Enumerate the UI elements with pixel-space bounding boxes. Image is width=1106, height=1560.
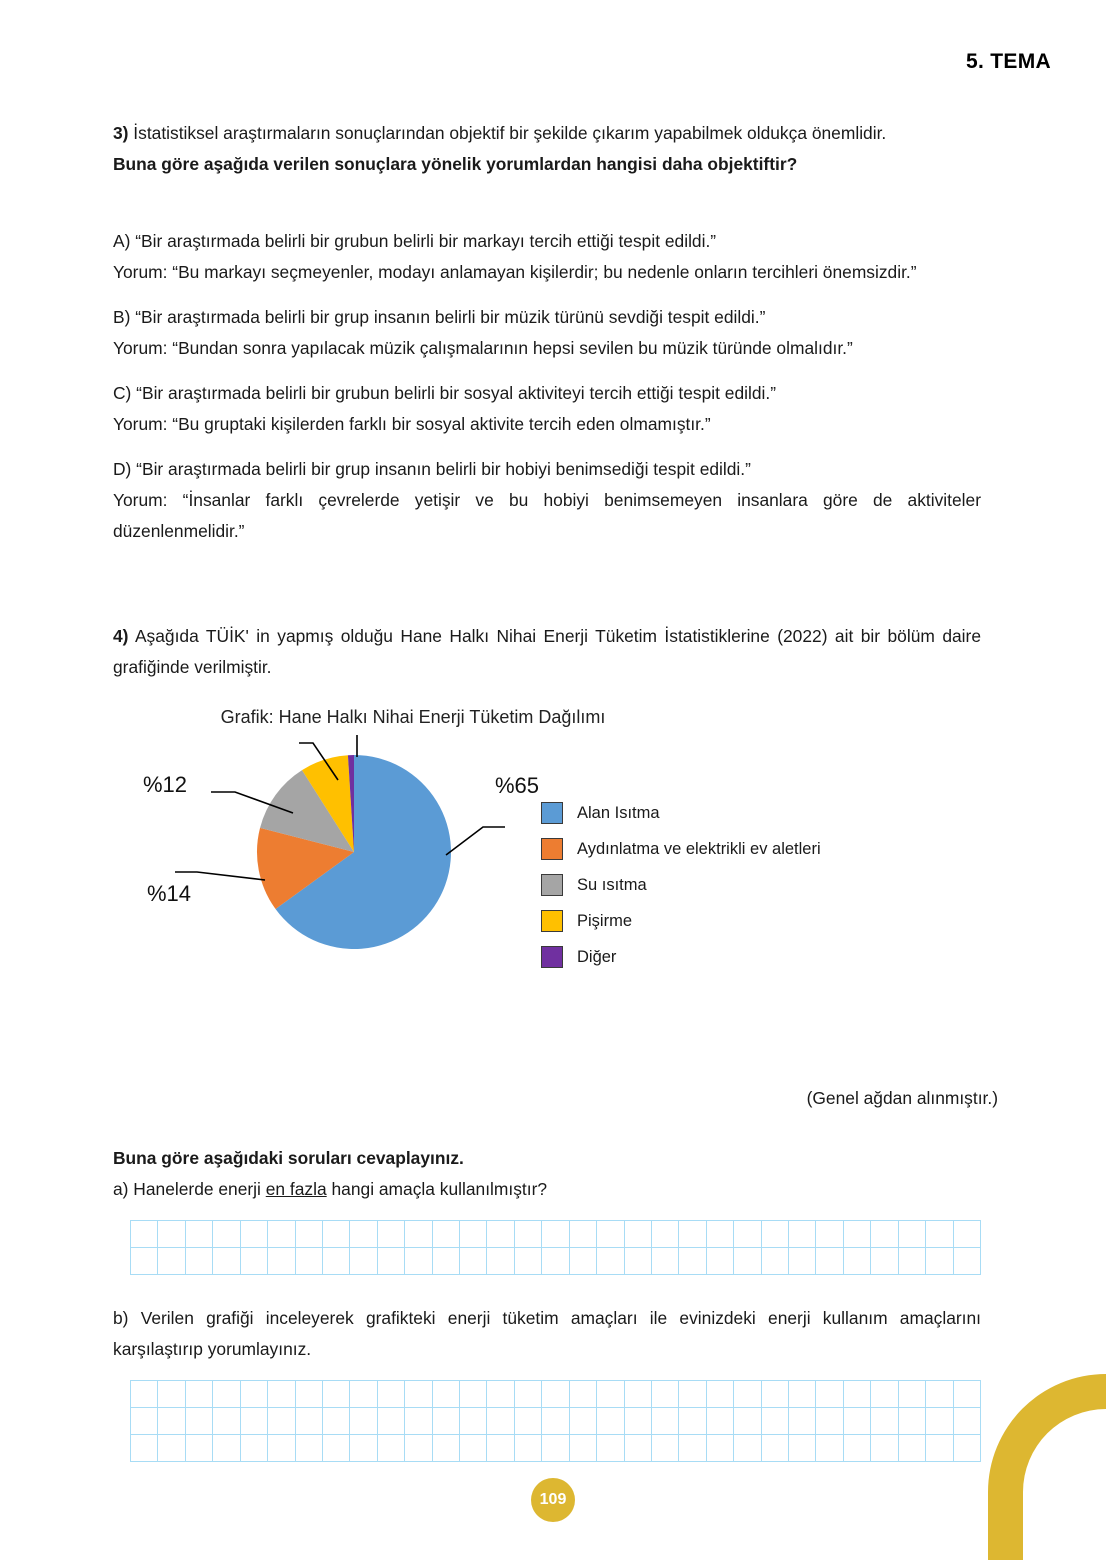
grid-cell[interactable] (350, 1381, 377, 1408)
lower-questions (113, 1143, 981, 1462)
pie-slices (257, 755, 451, 949)
grid-cell[interactable] (707, 1435, 734, 1462)
grid-cell[interactable] (625, 1435, 652, 1462)
legend-label: Aydınlatma ve elektrikli ev aletleri (577, 839, 821, 858)
option-c (113, 378, 981, 440)
option-b (113, 302, 981, 364)
grid-cell[interactable] (871, 1248, 898, 1275)
grid-cell[interactable] (789, 1248, 816, 1275)
grid-cell[interactable] (515, 1381, 542, 1408)
grid-cell[interactable] (186, 1381, 213, 1408)
grid-cell[interactable] (570, 1221, 597, 1248)
grid-cell[interactable] (816, 1221, 843, 1248)
grid-cell[interactable] (844, 1408, 871, 1435)
grid-cell[interactable] (926, 1435, 953, 1462)
pie-value-label: %14 (147, 881, 192, 906)
grid-cell[interactable] (816, 1435, 843, 1462)
grid-cell[interactable] (570, 1248, 597, 1275)
grid-cell[interactable] (871, 1221, 898, 1248)
grid-cell[interactable] (926, 1248, 953, 1275)
option-a (113, 226, 981, 288)
legend-swatch-icon (541, 802, 563, 824)
grid-cell[interactable] (597, 1221, 624, 1248)
grid-cell[interactable] (762, 1381, 789, 1408)
grid-cell[interactable] (378, 1408, 405, 1435)
grid-cell[interactable] (707, 1221, 734, 1248)
arc-icon (960, 1328, 1106, 1560)
sub-a-post: hangi amaçla kullanılmıştır? (326, 1179, 548, 1199)
question4-sub-a (113, 1174, 981, 1205)
option-d-comment: Yorum: “İnsanlar farklı çevrelerde yetişir ve bu hobiyi benimsemeyen insanlara göre de aktiviteler düzenlenmelidir.” (113, 490, 981, 541)
grid-cell[interactable] (433, 1435, 460, 1462)
grid-cell[interactable] (186, 1408, 213, 1435)
grid-cell[interactable] (789, 1381, 816, 1408)
legend-swatch-icon (541, 910, 563, 932)
option-a-comment: Yorum: “Bu markayı seçmeyenler, modayı anlamayan kişilerdir; bu nedenle onların tercihleri önemsizdir.” (113, 262, 917, 282)
page-number-badge: 109 (531, 1478, 575, 1522)
legend-item-pisirme (541, 903, 821, 939)
grid-cell[interactable] (158, 1435, 185, 1462)
pie-value-label: %12 (143, 772, 188, 797)
grid-cell[interactable] (460, 1221, 487, 1248)
pie-leader-line (357, 735, 371, 757)
grid-cell[interactable] (652, 1221, 679, 1248)
grid-cell[interactable] (652, 1435, 679, 1462)
grid-cell[interactable] (241, 1408, 268, 1435)
grid-cell[interactable] (350, 1435, 377, 1462)
grid-cell[interactable] (679, 1248, 706, 1275)
main-content (113, 118, 981, 1037)
grid-cell[interactable] (433, 1221, 460, 1248)
legend-item-diger (541, 939, 821, 975)
grid-cell[interactable] (789, 1408, 816, 1435)
pie-leader-line (446, 827, 505, 855)
grid-cell[interactable] (268, 1435, 295, 1462)
grid-cell[interactable] (241, 1381, 268, 1408)
grid-cell[interactable] (762, 1408, 789, 1435)
sub-a-underlined: en fazla (265, 1179, 327, 1199)
grid-cell[interactable] (542, 1381, 569, 1408)
spacer (113, 1275, 981, 1303)
grid-cell[interactable] (296, 1381, 323, 1408)
legend-label: Diğer (577, 947, 617, 966)
grid-cell[interactable] (350, 1248, 377, 1275)
grid-cell[interactable] (213, 1381, 240, 1408)
grid-cell[interactable] (844, 1381, 871, 1408)
option-c-comment: Yorum: “Bu gruptaki kişilerden farklı bir sosyal aktivite tercih eden olmamıştır.” (113, 414, 711, 434)
grid-cell[interactable] (899, 1381, 926, 1408)
grid-cell[interactable] (296, 1221, 323, 1248)
option-d (113, 454, 981, 547)
question4-prompt: Buna göre aşağıdaki soruları cevaplayınız. (113, 1148, 464, 1168)
grid-cell[interactable] (762, 1221, 789, 1248)
legend-swatch-icon (541, 874, 563, 896)
grid-cell[interactable] (844, 1221, 871, 1248)
chart-legend (541, 795, 821, 975)
grid-cell[interactable] (625, 1408, 652, 1435)
grid-cell[interactable] (707, 1248, 734, 1275)
grid-cell[interactable] (405, 1221, 432, 1248)
decorative-arc (960, 1328, 1106, 1560)
grid-cell[interactable] (323, 1435, 350, 1462)
grid-cell[interactable] (570, 1408, 597, 1435)
grid-cell[interactable] (186, 1248, 213, 1275)
grid-cell[interactable] (734, 1381, 761, 1408)
sub-a-pre: a) Hanelerde enerji (113, 1179, 266, 1199)
grid-cell[interactable] (323, 1408, 350, 1435)
question3-number: 3) (113, 123, 129, 143)
grid-cell[interactable] (625, 1381, 652, 1408)
grid-cell[interactable] (487, 1221, 514, 1248)
grid-cell[interactable] (625, 1221, 652, 1248)
grid-cell[interactable] (460, 1248, 487, 1275)
grid-cell[interactable] (542, 1435, 569, 1462)
question4-sub-b: b) Verilen grafiği inceleyerek grafikteki enerji tüketim amaçları ile evinizdeki enerji kullanım amaçlarını karşılaştırıp yorumlayınız. (113, 1308, 981, 1359)
pie-chart-block (113, 707, 981, 1037)
grid-cell[interactable] (954, 1408, 981, 1435)
grid-cell[interactable] (734, 1408, 761, 1435)
grid-cell[interactable] (597, 1435, 624, 1462)
grid-cell[interactable] (268, 1408, 295, 1435)
option-c-statement: C) “Bir araştırmada belirli bir grubun belirli bir sosyal aktiviteyi tercih ettiği tespit edildi.” (113, 383, 777, 403)
grid-cell[interactable] (213, 1408, 240, 1435)
grid-cell[interactable] (570, 1381, 597, 1408)
grid-cell[interactable] (213, 1435, 240, 1462)
grid-cell[interactable] (515, 1248, 542, 1275)
grid-cell[interactable] (844, 1435, 871, 1462)
grid-cell[interactable] (460, 1381, 487, 1408)
grid-cell[interactable] (296, 1408, 323, 1435)
grid-cell[interactable] (487, 1381, 514, 1408)
grid-cell[interactable] (296, 1435, 323, 1462)
grid-cell[interactable] (679, 1408, 706, 1435)
legend-label: Pişirme (577, 911, 633, 930)
grid-cell[interactable] (762, 1435, 789, 1462)
grid-cell[interactable] (542, 1408, 569, 1435)
grid-cell[interactable] (816, 1248, 843, 1275)
question4-number: 4) (113, 626, 129, 646)
grid-cell[interactable] (679, 1381, 706, 1408)
pie-value-label: %65 (495, 773, 540, 798)
grid-cell[interactable] (323, 1248, 350, 1275)
grid-cell[interactable] (158, 1408, 185, 1435)
grid-cell[interactable] (241, 1435, 268, 1462)
legend-swatch-icon (541, 838, 563, 860)
grid-cell[interactable] (871, 1408, 898, 1435)
grid-cell[interactable] (597, 1381, 624, 1408)
grid-cell[interactable] (323, 1221, 350, 1248)
grid-cell[interactable] (734, 1221, 761, 1248)
grid-cell[interactable] (158, 1248, 185, 1275)
grid-cell[interactable] (433, 1381, 460, 1408)
grid-cell[interactable] (871, 1435, 898, 1462)
grid-cell[interactable] (954, 1248, 981, 1275)
grid-cell[interactable] (405, 1435, 432, 1462)
grid-cell[interactable] (899, 1221, 926, 1248)
grid-cell[interactable] (597, 1248, 624, 1275)
grid-cell[interactable] (734, 1248, 761, 1275)
chart-source-note: (Genel ağdan alınmıştır.) (806, 1088, 998, 1108)
grid-cell[interactable] (954, 1435, 981, 1462)
grid-cell[interactable] (213, 1221, 240, 1248)
grid-cell[interactable] (597, 1408, 624, 1435)
question3-stem-text: İstatistiksel araştırmaların sonuçlarından objektif bir şekilde çıkarım yapabilmek oldukça önemlidir. (128, 123, 887, 143)
grid-cell[interactable] (241, 1221, 268, 1248)
grid-cell[interactable] (241, 1248, 268, 1275)
answer-grid-a[interactable] (130, 1220, 981, 1275)
grid-cell[interactable] (734, 1435, 761, 1462)
grid-cell[interactable] (816, 1408, 843, 1435)
grid-cell[interactable] (296, 1248, 323, 1275)
grid-cell[interactable] (487, 1408, 514, 1435)
grid-cell[interactable] (954, 1221, 981, 1248)
legend-item-aydinlatma (541, 831, 821, 867)
legend-swatch-icon (541, 946, 563, 968)
grid-cell[interactable] (844, 1248, 871, 1275)
grid-cell[interactable] (707, 1408, 734, 1435)
spacer (113, 593, 981, 621)
grid-cell[interactable] (762, 1248, 789, 1275)
grid-cell[interactable] (679, 1435, 706, 1462)
grid-cell[interactable] (158, 1381, 185, 1408)
grid-cell[interactable] (378, 1248, 405, 1275)
grid-cell[interactable] (378, 1381, 405, 1408)
grid-cell[interactable] (186, 1435, 213, 1462)
grid-cell[interactable] (268, 1248, 295, 1275)
grid-cell[interactable] (652, 1381, 679, 1408)
question3-prompt: Buna göre aşağıda verilen sonuçlara yönelik yorumlardan hangisi daha objektiftir? (113, 154, 798, 174)
legend-item-alan-isitma (541, 795, 821, 831)
grid-cell[interactable] (570, 1435, 597, 1462)
grid-cell[interactable] (323, 1381, 350, 1408)
grid-cell[interactable] (268, 1221, 295, 1248)
grid-cell[interactable] (542, 1248, 569, 1275)
grid-cell[interactable] (487, 1248, 514, 1275)
grid-cell[interactable] (926, 1221, 953, 1248)
grid-cell[interactable] (542, 1221, 569, 1248)
grid-cell[interactable] (652, 1248, 679, 1275)
grid-cell[interactable] (131, 1248, 158, 1275)
grid-cell[interactable] (515, 1435, 542, 1462)
grid-cell[interactable] (268, 1381, 295, 1408)
grid-cell[interactable] (378, 1435, 405, 1462)
question3-stem (113, 118, 981, 149)
grid-cell[interactable] (433, 1408, 460, 1435)
question4-stem (113, 621, 981, 683)
grid-cell[interactable] (926, 1408, 953, 1435)
chart-title: Grafik: Hane Halkı Nihai Enerji Tüketim Dağılımı (220, 707, 606, 727)
spacer (113, 547, 981, 593)
grid-cell[interactable] (131, 1221, 158, 1248)
spacer (113, 180, 981, 226)
grid-cell[interactable] (378, 1221, 405, 1248)
grid-cell[interactable] (789, 1435, 816, 1462)
grid-cell[interactable] (186, 1221, 213, 1248)
grid-cell[interactable] (652, 1408, 679, 1435)
grid-cell[interactable] (131, 1408, 158, 1435)
grid-cell[interactable] (871, 1381, 898, 1408)
grid-cell[interactable] (350, 1221, 377, 1248)
question4-stem-text: Aşağıda TÜİK' in yapmış olduğu Hane Halkı Nihai Enerji Tüketim İstatistiklerine (2022) ait bir bölüm daire grafiğinde verilmiştir. (113, 626, 981, 677)
option-b-comment: Yorum: “Bundan sonra yapılacak müzik çalışmalarının hepsi sevilen bu müzik türünde olmalıdır.” (113, 338, 853, 358)
grid-cell[interactable] (954, 1381, 981, 1408)
grid-cell[interactable] (899, 1248, 926, 1275)
legend-label: Su ısıtma (577, 875, 647, 894)
grid-cell[interactable] (515, 1408, 542, 1435)
grid-cell[interactable] (158, 1221, 185, 1248)
pie-leader-line (175, 872, 265, 880)
legend-item-su-isitma (541, 867, 821, 903)
grid-cell[interactable] (515, 1221, 542, 1248)
grid-cell[interactable] (789, 1221, 816, 1248)
grid-cell[interactable] (213, 1248, 240, 1275)
option-a-statement: A) “Bir araştırmada belirli bir grubun belirli bir markayı tercih ettiği tespit edildi.” (113, 231, 717, 251)
option-d-statement: D) “Bir araştırmada belirli bir grup insanın belirli bir hobiyi benimsediği tespit edildi.” (113, 459, 751, 479)
grid-cell[interactable] (707, 1381, 734, 1408)
grid-cell[interactable] (433, 1248, 460, 1275)
option-b-statement: B) “Bir araştırmada belirli bir grup insanın belirli bir müzik türünü sevdiği tespit edildi.” (113, 307, 766, 327)
grid-cell[interactable] (679, 1221, 706, 1248)
grid-cell[interactable] (405, 1248, 432, 1275)
grid-cell[interactable] (405, 1408, 432, 1435)
grid-cell[interactable] (460, 1408, 487, 1435)
page-header-theme: 5. TEMA (966, 50, 1051, 73)
grid-cell[interactable] (350, 1408, 377, 1435)
grid-cell[interactable] (816, 1381, 843, 1408)
grid-cell[interactable] (460, 1435, 487, 1462)
grid-cell[interactable] (625, 1248, 652, 1275)
grid-cell[interactable] (926, 1381, 953, 1408)
grid-cell[interactable] (405, 1381, 432, 1408)
grid-cell[interactable] (899, 1435, 926, 1462)
grid-cell[interactable] (131, 1381, 158, 1408)
grid-cell[interactable] (899, 1408, 926, 1435)
grid-cell[interactable] (487, 1435, 514, 1462)
answer-grid-b[interactable] (130, 1380, 981, 1462)
grid-cell[interactable] (131, 1435, 158, 1462)
legend-label: Alan Isıtma (577, 803, 660, 822)
